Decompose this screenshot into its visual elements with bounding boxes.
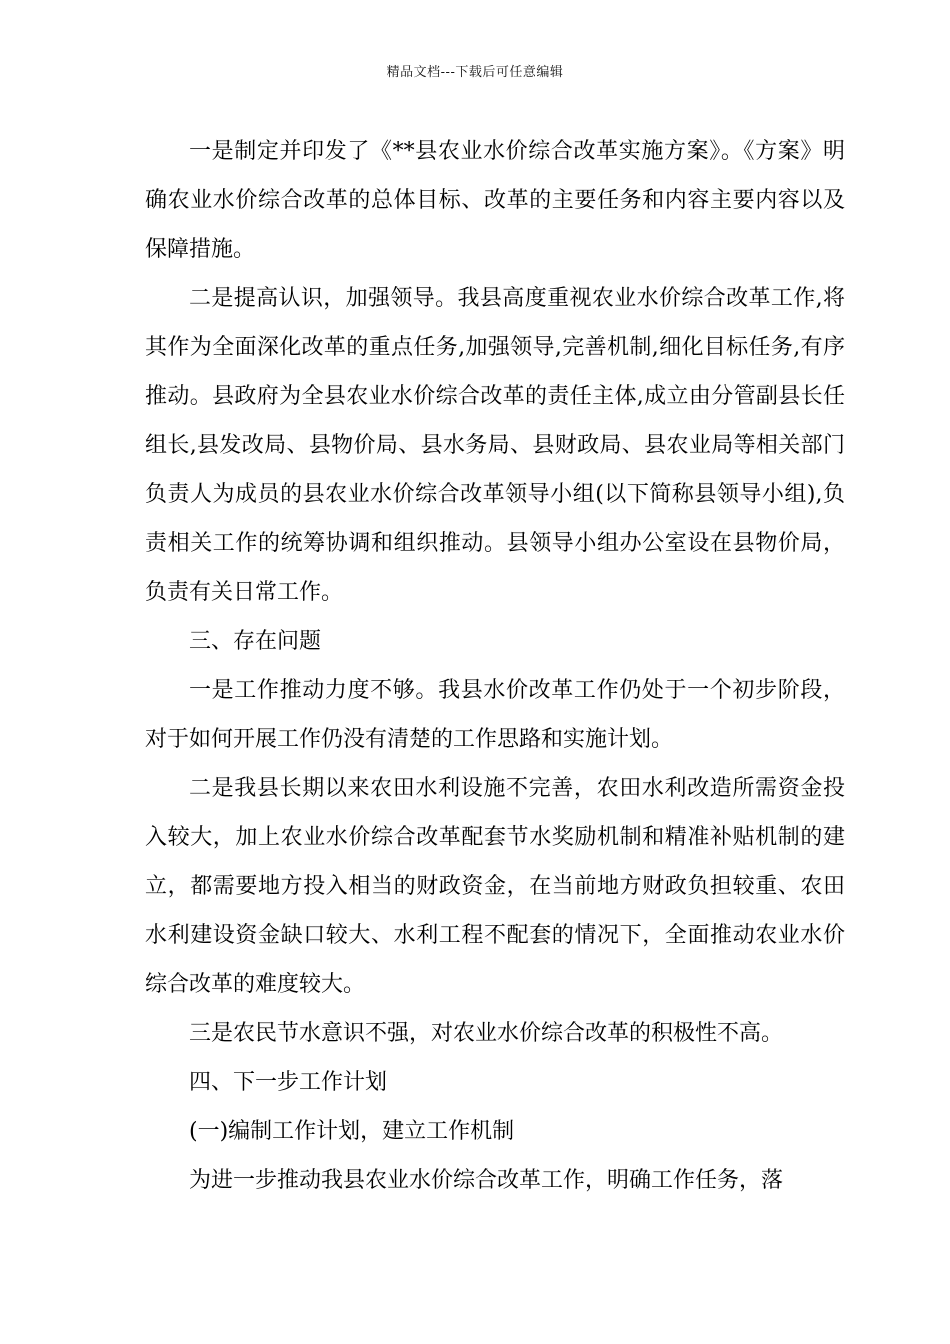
subsection-heading-work-plan: (一)编制工作计划，建立工作机制 [189,1119,515,1144]
paragraph-problem-2: 二是我县长期以来农田水利设施不完善，农田水利改造所需资金投入较大，加上农业水价综合改革配套节水奖励机制和精准补贴机制的建立，都需要地方投入相当的财政资金，在当前地方财政负担较重、农田水利建设资金缺口较大、水利工程不配套的情况下，全面推动农业水价综合改革的难度较大。 [145,776,845,997]
section-heading-problems: 三、存在问题 [189,629,322,654]
paragraph-problem-1: 一是工作推动力度不够。我县水价改革工作仍处于一个初步阶段，对于如何开展工作仍没有清楚的工作思路和实施计划。 [145,678,845,752]
document-body [145,127,845,1205]
paragraph-plan-issued: 一是制定并印发了《**县农业水价综合改革实施方案》。《方案》明确农业水价综合改革的总体目标、改革的主要任务和内容主要内容以及保障措施。 [145,139,845,262]
page-header: 精品文档---下载后可任意编辑 [386,65,564,80]
section-heading-next-steps: 四、下一步工作计划 [189,1070,388,1095]
paragraph-work-plan: 为进一步推动我县农业水价综合改革工作，明确工作任务，落 [189,1168,784,1193]
paragraph-problem-3: 三是农民节水意识不强，对农业水价综合改革的积极性不高。 [189,1021,784,1046]
paragraph-leadership: 二是提高认识，加强领导。我县高度重视农业水价综合改革工作,将其作为全面深化改革的重点任务,加强领导,完善机制,细化目标任务,有序推动。县政府为全县农业水价综合改革的责任主体,成立由分管副县长任组长,县发改局、县物价局、县水务局、县财政局、县农业局等相关部门负责人为成员的县农业水价综合改革领导小组(以下简称县领导小组),负责相关工作的统筹协调和组织推动。县领导小组办公室设在县物价局，负责有关日常工作。 [145,286,845,605]
